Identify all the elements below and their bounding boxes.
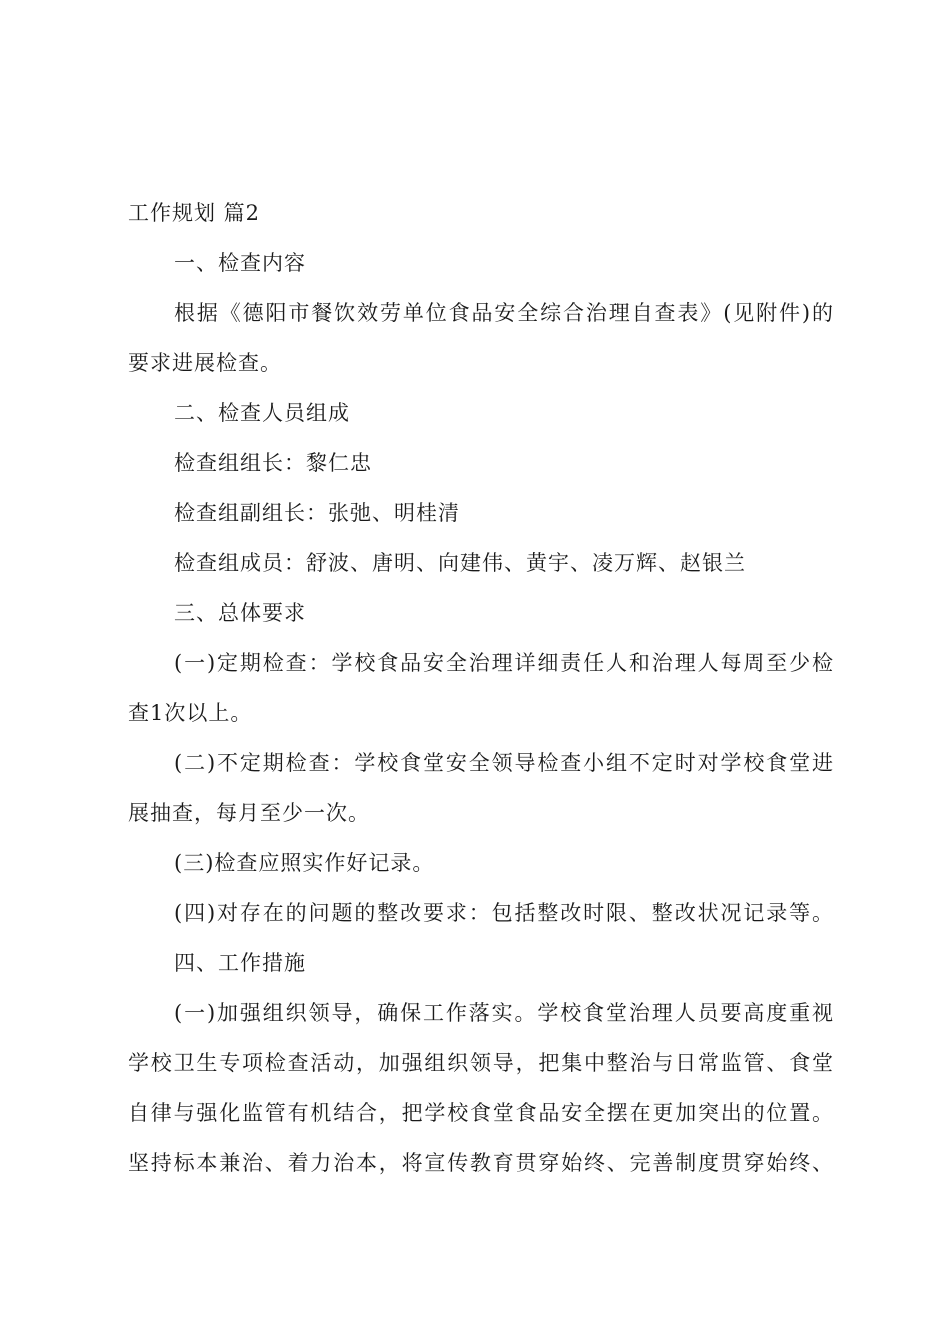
- text-line: 二、检查人员组成: [174, 401, 350, 425]
- text-line: (三)检查应照实作好记录。: [174, 851, 435, 875]
- document-body: [128, 188, 834, 1188]
- text-line: 坚持标本兼治、着力治本，将宣传教育贯穿始终、完善制度贯穿始终、: [128, 1151, 834, 1175]
- text-line: 检查组组长：黎仁忠: [174, 451, 372, 475]
- text-line: 三、总体要求: [174, 601, 306, 625]
- text-line: 根据《德阳市餐饮效劳单位食品安全综合治理自查表》(见附件)的: [174, 301, 834, 325]
- text-line: 自律与强化监管有机结合，把学校食堂食品安全摆在更加突出的位置。: [128, 1101, 834, 1125]
- paragraph-lines: [128, 238, 834, 1188]
- text-line: (一)定期检查：学校食品安全治理详细责任人和治理人每周至少检: [174, 651, 834, 675]
- text-line: (一)加强组织领导，确保工作落实。学校食堂治理人员要高度重视: [174, 1001, 834, 1025]
- text-line: 四、工作措施: [174, 951, 306, 975]
- text-line: 展抽查，每月至少一次。: [128, 801, 370, 825]
- text-line: (二)不定期检查：学校食堂安全领导检查小组不定时对学校食堂进: [174, 751, 834, 775]
- text-line: 一、检查内容: [174, 251, 306, 275]
- text-line: 检查组成员：舒波、唐明、向建伟、黄宇、凌万辉、赵银兰: [174, 551, 746, 575]
- text-line: 检查组副组长：张弛、明桂清: [174, 501, 460, 525]
- text-line: 查1次以上。: [128, 701, 253, 725]
- document-heading: 工作规划 篇2: [128, 201, 261, 225]
- text-line: 要求进展检查。: [128, 351, 282, 375]
- text-line: 学校卫生专项检查活动，加强组织领导，把集中整治与日常监管、食堂: [128, 1051, 834, 1075]
- text-line: (四)对存在的问题的整改要求：包括整改时限、整改状况记录等。: [174, 901, 834, 925]
